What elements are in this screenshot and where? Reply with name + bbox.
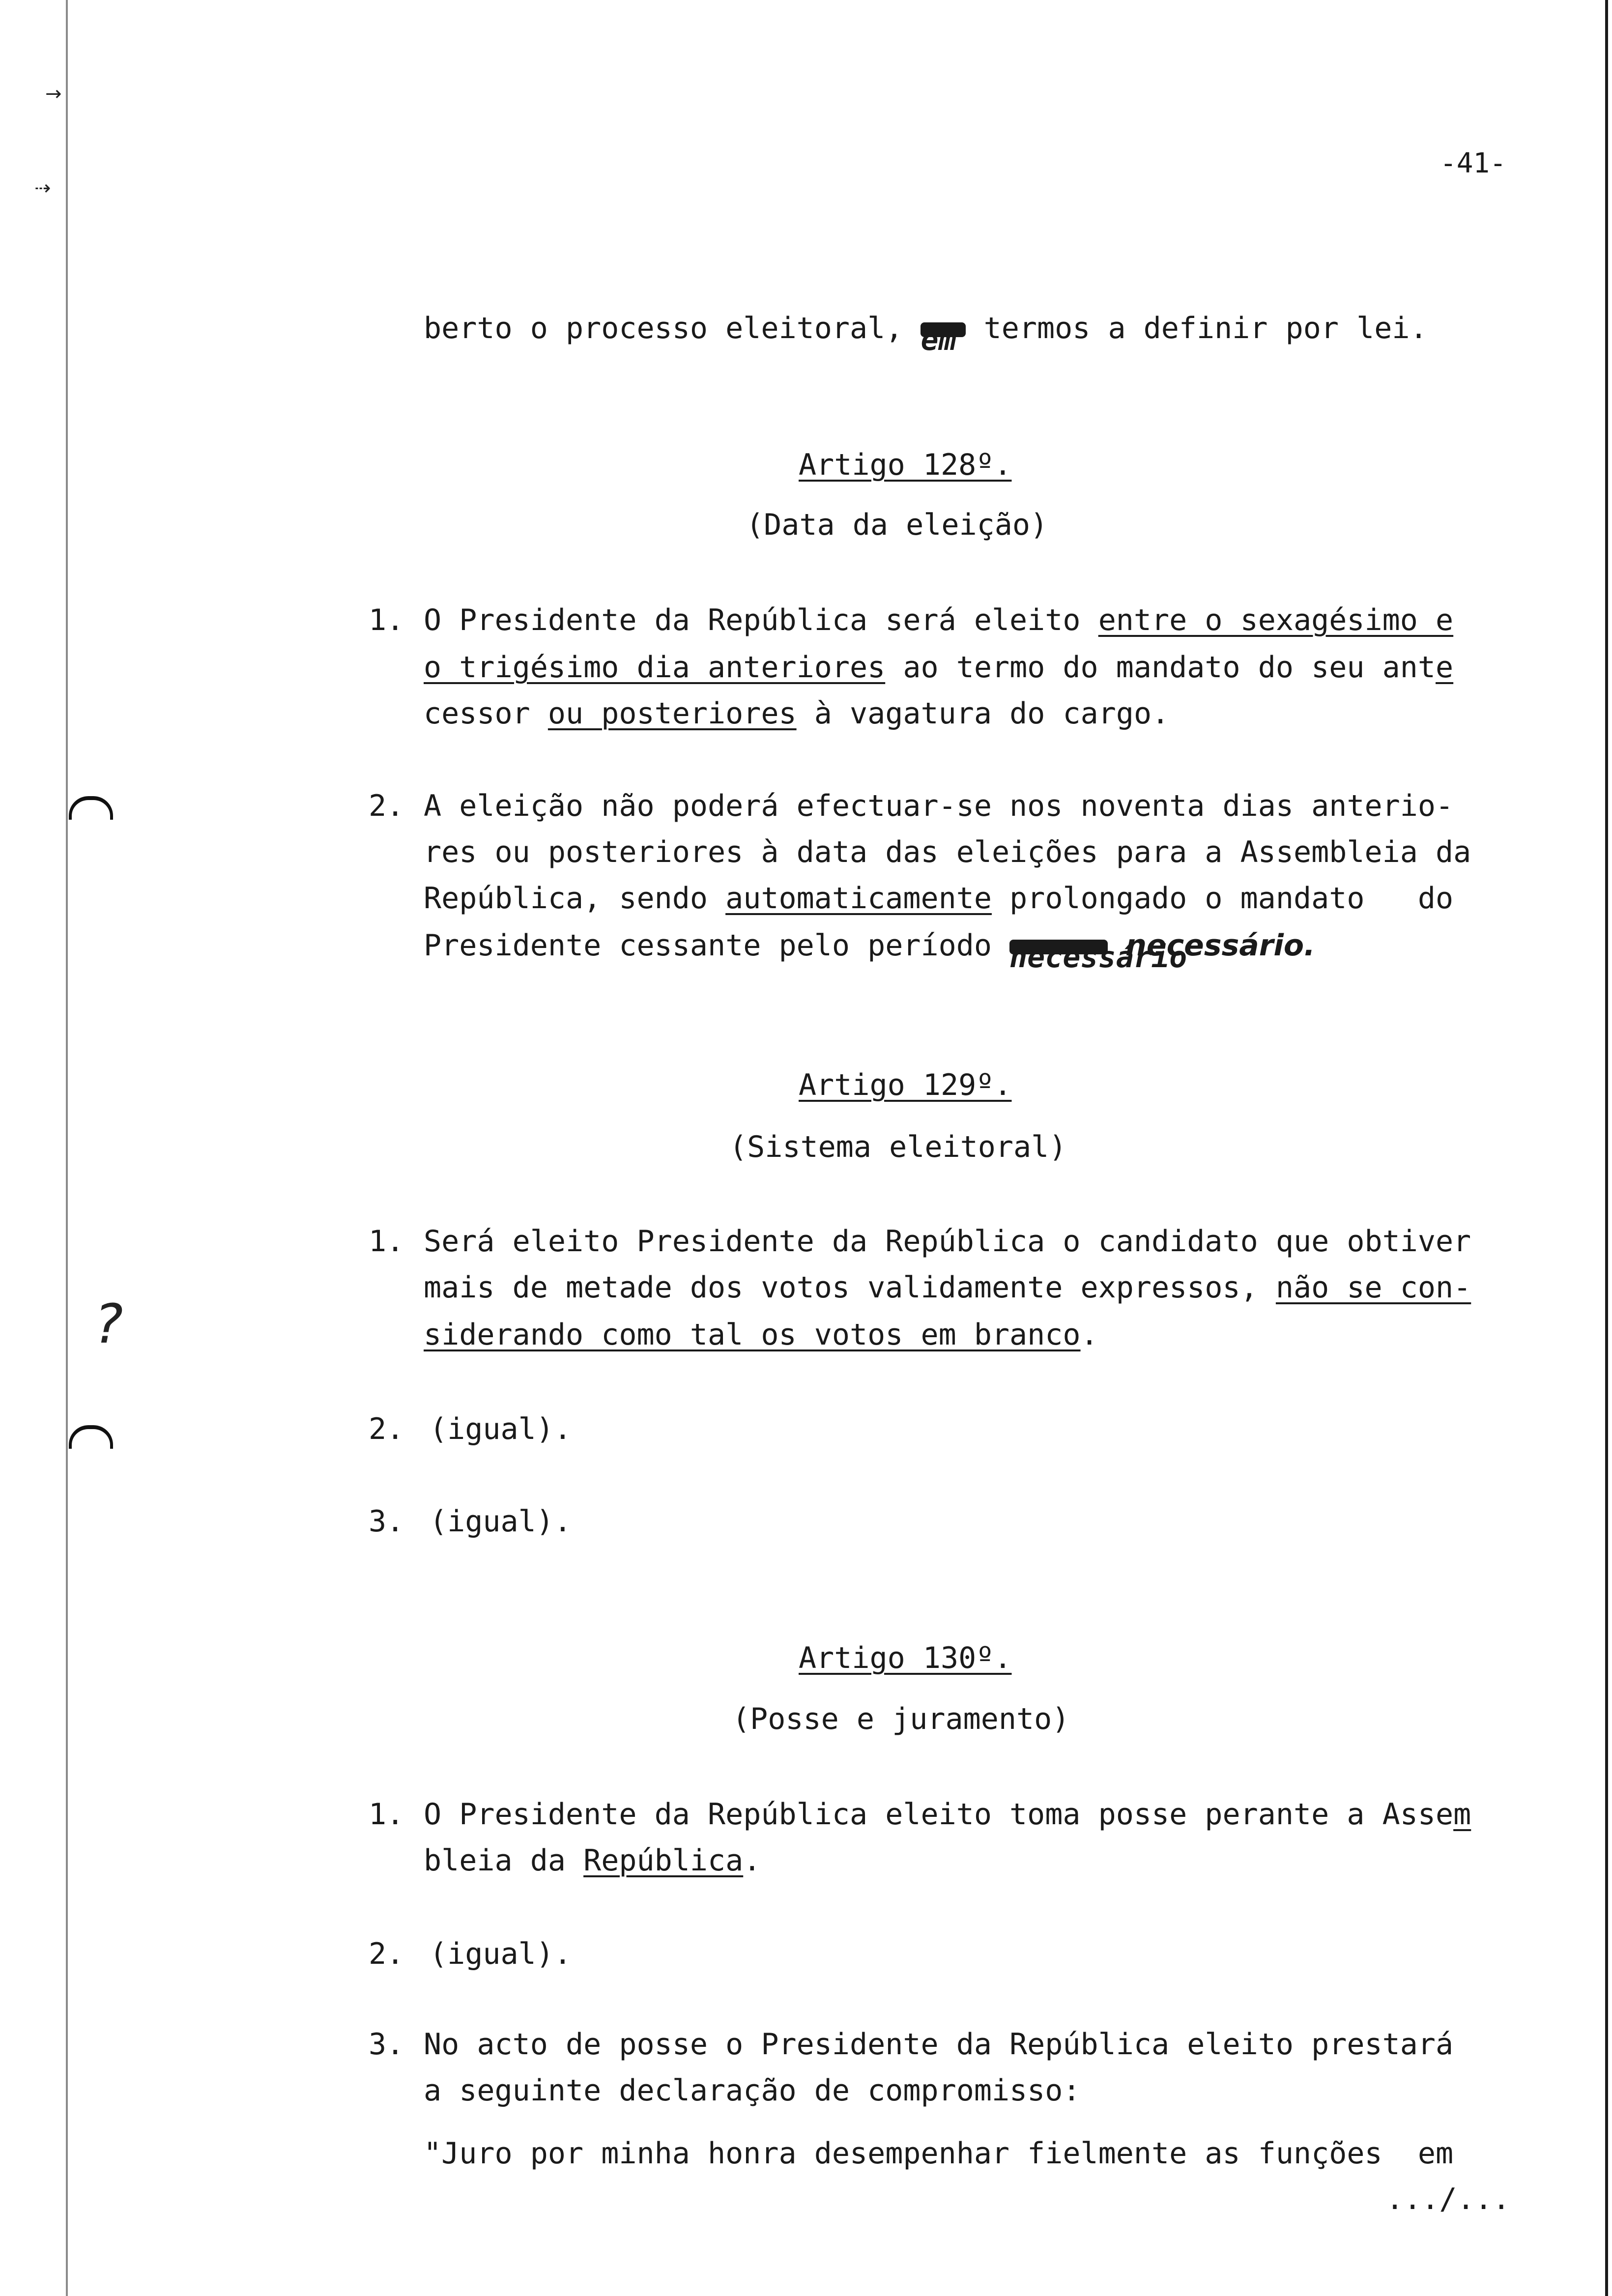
paragraph-number: 1. xyxy=(369,603,404,637)
intro-text: berto o processo eleitoral, xyxy=(424,311,921,345)
article-130-p3-line: No acto de posse o Presidente da República eleito prestará xyxy=(424,2027,1454,2062)
underlined-text: siderando como tal os votos em branco xyxy=(424,1318,1081,1352)
article-130-p3-line: a seguinte declaração de compromisso: xyxy=(424,2073,1081,2108)
article-130-p1-line xyxy=(424,1843,761,1878)
underlined-text: m xyxy=(1453,1797,1471,1832)
article-129-p2-text: (igual). xyxy=(430,1412,572,1446)
text-run: à vagatura do cargo. xyxy=(796,696,1170,731)
article-129-p1-line: Será eleito Presidente da República o candidato que obtiver xyxy=(424,1224,1471,1259)
paragraph-number: 2. xyxy=(369,1937,404,1971)
text-run: cessor xyxy=(424,696,548,731)
article-130-p2-text: (igual). xyxy=(430,1937,572,1971)
article-129-p1-line xyxy=(424,1317,1098,1352)
article-130-p3-line: "Juro por minha honra desempenhar fielmente as funções em xyxy=(424,2136,1454,2171)
paragraph-number: 1. xyxy=(369,1797,404,1832)
underlined-text: e xyxy=(1436,650,1454,685)
article-128-p2-line xyxy=(424,928,1315,975)
text-run: prolongado o mandato do xyxy=(991,881,1454,916)
text-run: Presidente cessante pelo período xyxy=(424,928,1010,963)
underlined-text: o trigésimo dia anteriores xyxy=(424,650,886,685)
article-129-p3-text: (igual). xyxy=(430,1504,572,1539)
text-run: bleia da xyxy=(424,1843,584,1878)
paragraph-number: 2. xyxy=(369,789,404,823)
paragraph-number: 2. xyxy=(369,1412,404,1446)
article-128-p2-line: A eleição não poderá efectuar-se nos noventa dias anterio- xyxy=(424,789,1454,823)
article-128-subtitle: (Data da eleição) xyxy=(746,508,1048,542)
article-129-subtitle: (Sistema eleitoral) xyxy=(729,1130,1067,1164)
paragraph-number: 1. xyxy=(369,1224,404,1259)
intro-line xyxy=(424,311,1428,358)
text-run: . xyxy=(743,1843,761,1878)
margin-arrow-mark: → xyxy=(45,83,62,105)
underlined-text: ou posteriores xyxy=(547,696,797,731)
underlined-text: entre o sexagésimo e xyxy=(1098,603,1454,637)
continuation-mark: .../... xyxy=(1386,2182,1510,2216)
text-run: ao termo do mandato do seu ant xyxy=(885,650,1436,685)
margin-bracket-mark xyxy=(69,796,113,820)
struck-word: em xyxy=(921,322,966,337)
article-130-title: Artigo 130º. xyxy=(799,1641,1012,1675)
article-128-p1-line xyxy=(424,696,1169,731)
text-run: . xyxy=(1080,1318,1098,1352)
page-number: -41- xyxy=(1440,147,1506,179)
article-128-p2-line: res ou posteriores à data das eleições para a Assembleia da xyxy=(424,835,1471,869)
article-128-p2-line xyxy=(424,881,1453,916)
article-130-p1-line xyxy=(424,1797,1471,1832)
text-run: mais de metade dos votos validamente expressos, xyxy=(424,1270,1276,1305)
underlined-text: não se con- xyxy=(1275,1270,1471,1305)
text-run: O Presidente da República eleito toma posse perante a Asse xyxy=(424,1797,1454,1832)
intro-text: termos a definir por lei. xyxy=(966,311,1428,345)
article-130-subtitle: (Posse e juramento) xyxy=(732,1702,1070,1736)
underlined-text: República xyxy=(583,1843,744,1878)
article-128-p1-line xyxy=(424,603,1453,638)
text-run: O Presidente da República será eleito xyxy=(424,603,1098,637)
margin-question-mark: ? xyxy=(94,1292,123,1355)
article-128-p1-line xyxy=(424,650,1453,685)
page-right-edge xyxy=(1605,0,1608,2296)
page-left-edge xyxy=(66,0,68,2296)
text-run: República, sendo xyxy=(424,881,726,916)
paragraph-number: 3. xyxy=(369,1504,404,1539)
struck-word: necessário xyxy=(1009,940,1187,975)
margin-arrow-mark: ⇢ xyxy=(34,177,51,200)
article-128-title: Artigo 128º. xyxy=(799,448,1012,482)
paragraph-number: 3. xyxy=(369,2027,404,2062)
underlined-text: automaticamente xyxy=(725,881,992,916)
margin-bracket-mark xyxy=(69,1425,113,1449)
article-129-p1-line xyxy=(424,1270,1471,1305)
handwritten-correction: necessário. xyxy=(1125,928,1315,963)
article-129-title: Artigo 129º. xyxy=(799,1068,1012,1102)
